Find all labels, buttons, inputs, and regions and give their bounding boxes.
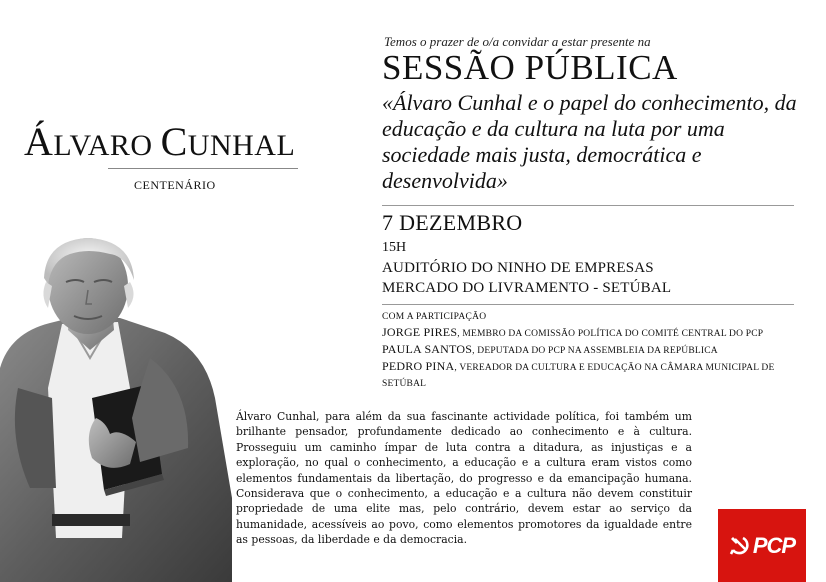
event-date: 7 DEZEMBRO xyxy=(382,210,523,235)
divider-bottom xyxy=(382,304,794,305)
event-venue: AUDITÓRIO DO NINHO DE EMPRESAS xyxy=(382,260,654,276)
session-subtitle: «Álvaro Cunhal e o papel do conhecimento, da educação e da cultura na luta por uma sociedade mais justa, democrática e desenvolvida» xyxy=(382,90,797,193)
portrait-photo xyxy=(0,238,232,582)
speaker-name: JORGE PIRES xyxy=(382,325,458,339)
speaker-name: PAULA SANTOS xyxy=(382,342,473,356)
hammer-sickle-icon xyxy=(729,535,751,557)
invitation-intro: Temos o prazer de o/a convidar a estar presente na xyxy=(384,34,651,49)
name-divider xyxy=(108,168,298,169)
event-name-block xyxy=(24,119,324,192)
pcp-logo xyxy=(718,509,806,582)
pcp-logo-text: PCP xyxy=(752,532,796,558)
speaker-role: , VEREADOR DA CULTURA E EDUCAÇÃO NA CÂMARA MUNICIPAL DE SETÚBAL xyxy=(382,363,775,389)
name-initial-last: C xyxy=(160,119,188,164)
participation-heading: COM A PARTICIPAÇÃO xyxy=(382,312,487,322)
name-rest-last: UNHAL xyxy=(187,129,296,162)
name-initial-first: Á xyxy=(24,119,54,164)
speaker-name: PEDRO PINA xyxy=(382,359,455,373)
honoree-name xyxy=(24,120,324,168)
speaker-role: , DEPUTADA DO PCP NA ASSEMBLEIA DA REPÚBLICA xyxy=(472,346,718,356)
speaker-item xyxy=(382,325,812,341)
speaker-item xyxy=(382,359,812,391)
centenary-subtitle: CENTENÁRIO xyxy=(134,178,216,192)
pcp-logo-content xyxy=(729,533,795,559)
speaker-item xyxy=(382,342,812,358)
session-title: SESSÃO PÚBLICA xyxy=(382,48,678,87)
biography-text: Álvaro Cunhal, para além da sua fascinante actividade política, foi também um brilhante pensador, profundamente dedicado ao conhecimento e à cultura. Prosseguiu um caminho ímpar de luta contra a ditadura, as injustiças e a exploração, no qual o conhecimento, a educação e a cultura eram vistos como elementos fundamentais da libertação, do progresso e da emancipação humana. Considerava que o conhecimento, a educação e a cultura não devem constituir propriedade de uma elite mas, pelo contrário, devem estar ao serviço da humanidade, acessíveis ao povo, como elementos promotores da igualdade entre as pessoas, da liberdade e da democracia. xyxy=(236,410,692,547)
speaker-role: , MEMBRO DA COMISSÃO POLÍTICA DO COMITÉ CENTRAL DO PCP xyxy=(457,329,764,339)
name-rest-first: LVARO xyxy=(53,129,161,162)
event-location: MERCADO DO LIVRAMENTO - SETÚBAL xyxy=(382,280,672,296)
event-time: 15H xyxy=(382,240,407,255)
divider-top xyxy=(382,205,794,206)
